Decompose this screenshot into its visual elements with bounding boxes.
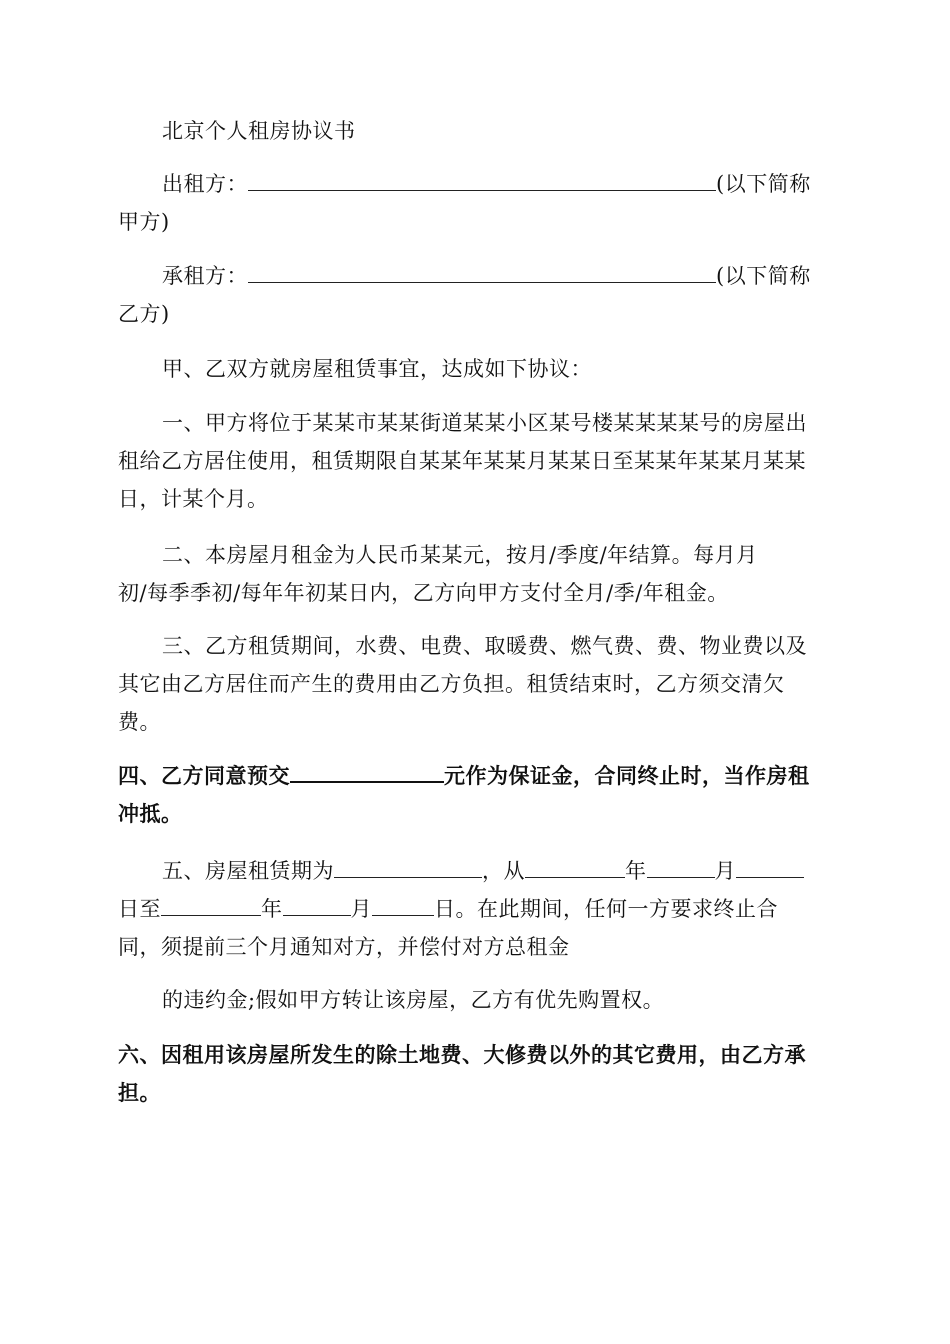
clause-4-part1: 四、乙方同意预交 [118, 763, 290, 788]
intro-paragraph: 甲、乙双方就房屋租赁事宜，达成如下协议： [162, 357, 592, 381]
start-year-blank [525, 855, 625, 878]
lessee-wrap: 乙方) [118, 302, 170, 326]
lessor-suffix: (以下简称 [716, 172, 811, 196]
end-day-blank [372, 893, 434, 916]
clause-3: 三、乙方租赁期间，水费、电费、取暖费、燃气费、费、物业费以及 其它由乙方居住而产生的费用由乙方负担。租赁结束时，乙方须交清欠 费。 [118, 634, 807, 734]
lessee-field [118, 257, 834, 295]
clause-6: 六、因租用该房屋所发生的除土地费、大修费以外的其它费用，由乙方承 担。 [118, 1042, 806, 1105]
start-year-label: 年 [625, 859, 647, 883]
lessor-blank [248, 168, 716, 191]
clause-1: 一、甲方将位于某某市某某街道某某小区某号楼某某某某号的房屋出 租给乙方居住使用，租赁期限自某某年某某月某某日至某某年某某月某某 日，计某个月。 [118, 411, 807, 511]
lease-term-blank [334, 855, 482, 878]
end-year-blank [161, 893, 261, 916]
clause-5-part3: 日。在此期间，任何一方要求终止合 [434, 897, 778, 921]
start-day-blank [736, 855, 804, 878]
end-month-blank [283, 893, 351, 916]
lessor-label: 出租方： [162, 172, 248, 196]
lessee-suffix: (以下简称 [716, 264, 811, 288]
clause-2: 二、本房屋月租金为人民币某某元，按月/季度/年结算。每月月 初/每季季初/每年年初某日内，乙方向甲方支付全月/季/年租金。 [118, 543, 758, 605]
end-year-label: 年 [261, 897, 283, 921]
clause-4-part2: 元作为保证金，合同终止时，当作房租 [444, 763, 810, 788]
clause-5-part1: 五、房屋租赁期为 [162, 859, 334, 883]
lessor-wrap: 甲方) [118, 210, 170, 234]
deposit-blank [290, 759, 444, 783]
start-month-label: 月 [714, 859, 736, 883]
lessor-field [118, 165, 834, 203]
clause-5-continuation: 的违约金;假如甲方转让该房屋，乙方有优先购置权。 [162, 988, 665, 1012]
document-title: 北京个人租房协议书 [162, 119, 356, 143]
clause-5: 五、房屋租赁期为 ，从 年 月 日至 年 月 日。在此期间，任何一方要求终止合 同，须提前三个月通知对方，并偿付对方总租金 [118, 852, 834, 966]
clause-4: 四、乙方同意预交 元作为保证金，合同终止时，当作房租 冲抵。 [118, 757, 834, 833]
lessee-blank [248, 260, 716, 283]
start-day-label: 日至 [118, 897, 161, 921]
start-month-blank [647, 855, 715, 878]
clause-5-part2: ，从 [482, 859, 525, 883]
end-month-label: 月 [350, 897, 372, 921]
lessee-label: 承租方： [162, 264, 248, 288]
